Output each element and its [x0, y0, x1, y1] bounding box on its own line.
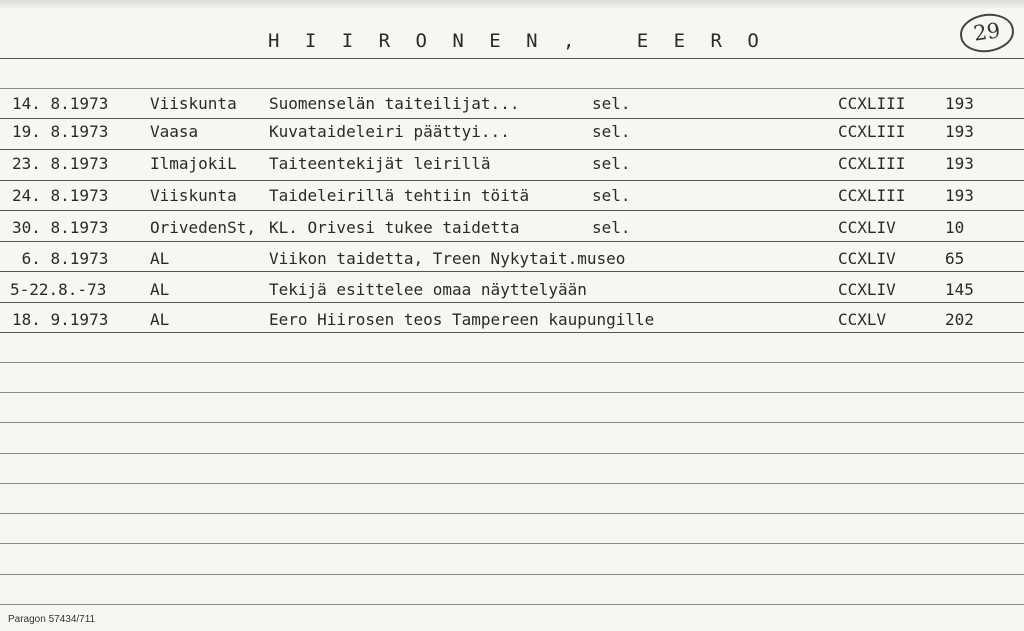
- entry-source: Vaasa: [150, 122, 199, 141]
- entry-volume: CCXLIV: [838, 280, 896, 299]
- entry-source: Viiskunta: [150, 94, 237, 113]
- entry-date: 30. 8.1973: [12, 218, 109, 237]
- ruled-line: [0, 574, 1024, 575]
- ruled-line: [0, 392, 1024, 393]
- entry-page: 65: [945, 249, 965, 268]
- entry-volume: CCXLIII: [838, 154, 906, 173]
- entry-date: 5-22.8.-73: [10, 280, 107, 299]
- entry-row: [0, 154, 1024, 184]
- entry-note: sel.: [592, 186, 631, 205]
- entry-row: [0, 122, 1024, 152]
- entry-date: 24. 8.1973: [12, 186, 109, 205]
- entry-volume: CCXLIV: [838, 218, 896, 237]
- entry-title: Taideleirillä tehtiin töitä: [269, 186, 530, 205]
- entry-source: AL: [150, 310, 170, 329]
- entry-page: 193: [945, 122, 974, 141]
- entry-date: 23. 8.1973: [12, 154, 109, 173]
- entry-source: AL: [150, 280, 170, 299]
- ruled-line: [0, 453, 1024, 454]
- ruled-line: [0, 543, 1024, 544]
- entry-note: sel.: [592, 122, 631, 141]
- entry-title: Suomenselän taiteilijat...: [269, 94, 520, 113]
- entry-source: Viiskunta: [150, 186, 237, 205]
- entry-row: [0, 94, 1024, 124]
- entry-note: sel.: [592, 218, 631, 237]
- print-mark: Paragon 57434/711: [8, 614, 96, 625]
- entry-volume: CCXLIII: [838, 186, 906, 205]
- entry-page: 193: [945, 94, 974, 113]
- ruled-line: [0, 362, 1024, 363]
- entry-note: sel.: [592, 154, 631, 173]
- entry-row: [0, 186, 1024, 216]
- card-title: H I I R O N E N , E E R O: [268, 30, 766, 52]
- entry-source: AL: [150, 249, 170, 268]
- ruled-line: [0, 604, 1024, 605]
- entry-date: 18. 9.1973: [12, 310, 109, 329]
- entry-page: 145: [945, 280, 974, 299]
- entry-page: 193: [945, 154, 974, 173]
- ruled-line: [0, 422, 1024, 423]
- card-top-edge: [0, 0, 1024, 8]
- entry-title: Viikon taidetta, Treen Nykytait.museo: [269, 249, 626, 268]
- ruled-line: [0, 88, 1024, 89]
- entry-row: [0, 280, 1024, 310]
- entry-date: 14. 8.1973: [12, 94, 109, 113]
- entry-note: sel.: [592, 94, 631, 113]
- entry-volume: CCXLV: [838, 310, 887, 329]
- entry-date: 19. 8.1973: [12, 122, 109, 141]
- entry-volume: CCXLIII: [838, 94, 906, 113]
- entry-row: [0, 218, 1024, 248]
- entry-source: OrivedenSt,: [150, 218, 256, 237]
- entry-title: KL. Orivesi tukee taidetta: [269, 218, 520, 237]
- entry-title: Taiteentekijät leirillä: [269, 154, 491, 173]
- entry-title: Eero Hiirosen teos Tampereen kaupungille: [269, 310, 655, 329]
- entry-title: Kuvataideleiri päättyi...: [269, 122, 510, 141]
- entry-date: 6. 8.1973: [12, 249, 109, 268]
- ruled-line: [0, 513, 1024, 514]
- entry-row: [0, 249, 1024, 279]
- entry-source: IlmajokiL: [150, 154, 237, 173]
- header-rule: [0, 58, 1024, 59]
- entry-row: [0, 310, 1024, 340]
- entry-page: 10: [945, 218, 965, 237]
- entry-title: Tekijä esittelee omaa näyttelyään: [269, 280, 587, 299]
- ruled-line: [0, 483, 1024, 484]
- entry-volume: CCXLIII: [838, 122, 906, 141]
- entry-volume: CCXLIV: [838, 249, 896, 268]
- card-number-stamp: 29: [958, 10, 1017, 55]
- entry-page: 202: [945, 310, 974, 329]
- entry-page: 193: [945, 186, 974, 205]
